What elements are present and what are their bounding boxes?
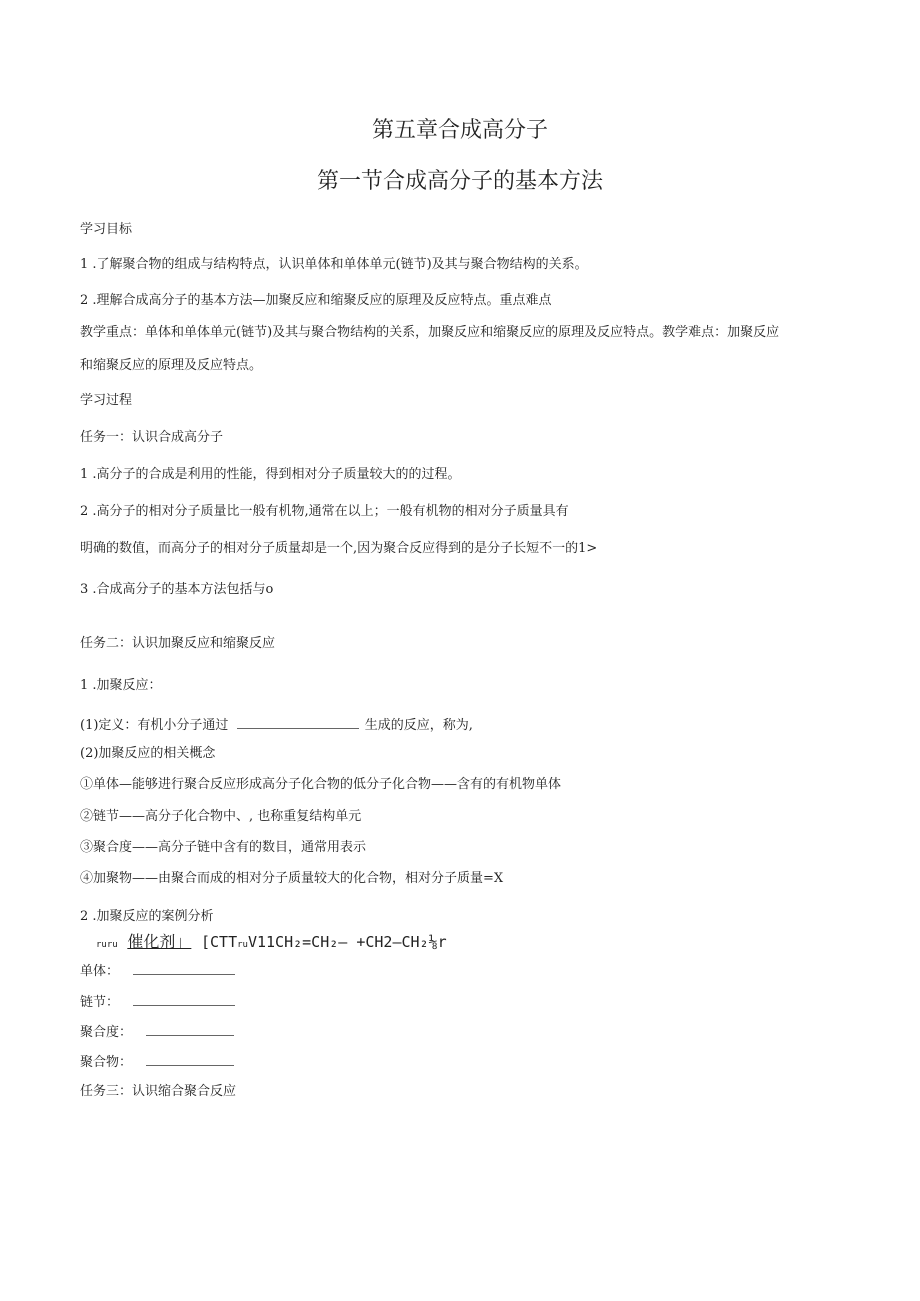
fill-degree-blank[interactable] (146, 1023, 234, 1036)
fill-monomer-row (80, 962, 235, 980)
reaction-prefix: ruru (96, 940, 118, 950)
task2-sub-1: 1 .加聚反应： (80, 678, 162, 693)
task3-title: 任务三：认识缩合聚合反应 (80, 1084, 237, 1099)
reaction-equation (96, 929, 447, 952)
concept-degree: ③聚合度——高分子链中含有的数目，通常用表示 (80, 840, 367, 855)
reaction-body: [CTT (200, 933, 238, 951)
task1-item-1: 1 .高分子的合成是利用的性能，得到相对分子质量较大的的过程。 (80, 467, 461, 482)
key-points-line-1: 教学重点：单体和单体单元(链节)及其与聚合物结构的关系，加聚反应和缩聚反应的原理及反应特点。教学难点：加聚反应 (80, 325, 780, 340)
key-points-line-2: 和缩聚反应的原理及反应特点。 (80, 358, 263, 373)
concept-monomer: ①单体—能够进行聚合反应形成高分子化合物的低分子化合物——含有的有机物单体 (80, 777, 562, 792)
concept-polymer: ④加聚物——由聚合而成的相对分子质量较大的化合物，相对分子质量=X (80, 871, 504, 886)
goal-item-1: 1 .了解聚合物的组成与结构特点，认识单体和单体单元(链节)及其与聚合物结构的关系。 (80, 257, 588, 272)
task1-item-2-line-1: 2 .高分子的相对分子质量比一般有机物,通常在以上；一般有机物的相对分子质量具有 (80, 504, 569, 519)
reaction-small: ru (237, 940, 248, 950)
fill-monomer-blank[interactable] (133, 962, 235, 975)
task1-title: 任务一：认识合成高分子 (80, 430, 224, 445)
fill-unit-row (80, 993, 235, 1011)
concepts-heading: (2)加聚反应的相关概念 (80, 746, 216, 761)
fill-polymer-blank[interactable] (146, 1053, 234, 1066)
reaction-rest: V11CH₂=CH₂— +CH2—CH₂⅛r (247, 933, 447, 951)
definition-suffix: 生成的反应，称为, (364, 718, 473, 733)
fill-polymer-row (80, 1053, 234, 1071)
fill-unit-blank[interactable] (133, 993, 235, 1006)
fill-polymer-label: 聚合物： (80, 1055, 133, 1070)
task1-item-2-line-2: 明确的数值，而高分子的相对分子质量却是一个,因为聚合反应得到的是分子长短不一的1> (80, 541, 598, 556)
fill-degree-row (80, 1023, 234, 1041)
chapter-title: 第五章合成高分子 (371, 118, 548, 143)
task2-title: 任务二：认识加聚反应和缩聚反应 (80, 636, 276, 651)
process-heading: 学习过程 (80, 393, 133, 408)
definition-line (80, 716, 473, 734)
task2-sub-2: 2 .加聚反应的案例分析 (80, 909, 214, 924)
task1-item-3: 3 .合成高分子的基本方法包括与o (80, 582, 274, 597)
goal-item-2: 2 .理解合成高分子的基本方法—加聚反应和缩聚反应的原理及反应特点。重点难点 (80, 293, 552, 308)
reaction-catalyst: 催化剂」 (127, 932, 192, 951)
fill-unit-label: 链节： (80, 995, 120, 1010)
goals-heading: 学习目标 (80, 222, 133, 237)
definition-blank[interactable] (237, 716, 359, 729)
definition-prefix: (1)定义：有机小分子通过 (80, 718, 229, 733)
section-title: 第一节合成高分子的基本方法 (316, 169, 603, 194)
fill-monomer-label: 单体： (80, 964, 120, 979)
concept-chain-unit: ②链节——高分子化合物中、, 也称重复结构单元 (80, 809, 362, 824)
fill-degree-label: 聚合度： (80, 1025, 133, 1040)
